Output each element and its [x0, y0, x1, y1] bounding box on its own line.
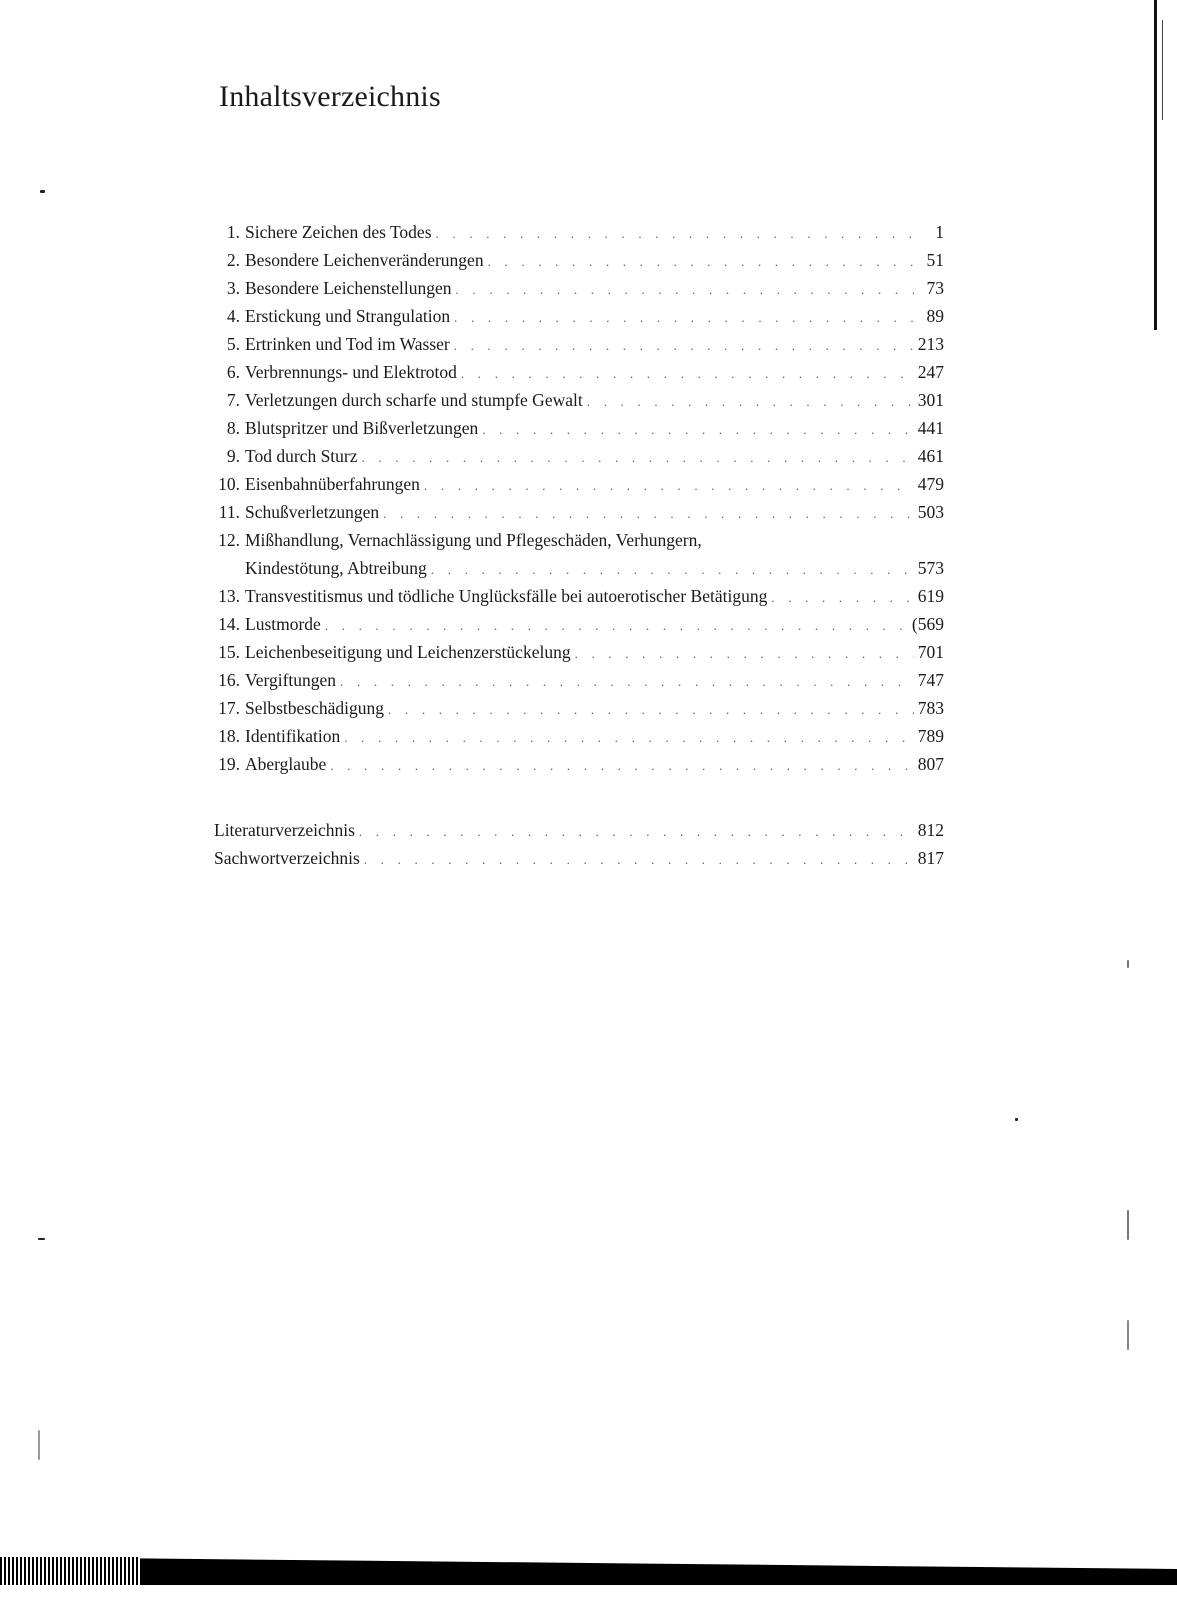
toc-entry-number: 1. — [226, 222, 240, 242]
toc-entry-title: Lustmorde — [245, 614, 321, 634]
scan-speck — [1015, 1118, 1018, 1121]
toc-entry-number: 5. — [226, 334, 240, 354]
toc-entry-14 — [214, 610, 944, 638]
toc-entry-title: Besondere Leichenveränderungen — [245, 250, 484, 270]
dot-leader — [482, 416, 913, 444]
scan-speck — [38, 1238, 45, 1240]
toc-entry-title: Besondere Leichenstellungen — [245, 278, 452, 298]
toc-entry-page: 503 — [917, 502, 944, 522]
scan-speck — [1127, 960, 1129, 968]
toc-entry-title: Sichere Zeichen des Todes — [245, 222, 432, 242]
toc-entry-8 — [214, 414, 944, 442]
toc-entry-number: 15. — [218, 642, 240, 662]
dot-leader — [575, 640, 914, 668]
toc-entry-page: 1 — [935, 222, 944, 242]
toc-entry-page: 51 — [926, 250, 944, 270]
dot-leader — [454, 304, 914, 332]
toc-entry-title-line1: Mißhandlung, Vernachlässigung und Pflegeschäden, Verhungern, — [245, 530, 702, 550]
toc-entry-number: 10. — [218, 474, 240, 494]
toc-entry-page: 461 — [917, 446, 944, 466]
toc-entry-number: 3. — [226, 278, 240, 298]
toc-entry-page: 619 — [917, 586, 944, 606]
toc-entry-title: Selbstbeschädigung — [245, 698, 385, 718]
toc-entry-title: Vergiftungen — [245, 670, 337, 690]
toc-appendix-sachwort — [214, 844, 944, 872]
scan-edge-shadow — [1154, 0, 1157, 330]
toc-entry-page: (569 — [911, 614, 944, 634]
toc-entry-page: 783 — [917, 698, 944, 718]
dot-leader — [456, 276, 914, 304]
dot-leader — [488, 248, 914, 276]
toc-entry-page: 441 — [917, 418, 944, 438]
table-of-contents — [214, 218, 944, 872]
toc-entry-page: 301 — [917, 390, 944, 410]
dot-leader — [359, 818, 914, 846]
toc-entry-page: 817 — [917, 848, 944, 868]
toc-entry-number: 19. — [218, 754, 240, 774]
toc-entry-number: 7. — [226, 390, 240, 410]
toc-entry-page: 213 — [917, 334, 944, 354]
page-title: Inhaltsverzeichnis — [219, 80, 441, 113]
toc-entry-number: 6. — [226, 362, 240, 382]
toc-entry-number: 16. — [218, 670, 240, 690]
toc-entry-page: 789 — [917, 726, 944, 746]
dot-leader — [424, 472, 914, 500]
scan-edge-line — [1162, 20, 1163, 120]
scan-speck — [40, 190, 45, 193]
dot-leader — [771, 584, 913, 612]
toc-entry-page: 89 — [926, 306, 944, 326]
toc-entry-title: Verbrennungs- und Elektrotod — [245, 362, 457, 382]
toc-entry-title: Ertrinken und Tod im Wasser — [245, 334, 450, 354]
dot-leader — [436, 220, 914, 248]
toc-entry-6 — [214, 358, 944, 386]
toc-entry-4 — [214, 302, 944, 330]
toc-entry-title: Sachwortverzeichnis — [214, 848, 360, 868]
dot-leader — [454, 332, 914, 360]
toc-entry-page: 573 — [917, 558, 944, 578]
toc-entry-9 — [214, 442, 944, 470]
dot-leader — [461, 360, 914, 388]
toc-entry-2 — [214, 246, 944, 274]
toc-entry-title: Tod durch Sturz — [245, 446, 358, 466]
toc-entry-7 — [214, 386, 944, 414]
toc-entry-title: Identifikation — [245, 726, 341, 746]
toc-entry-number: 11. — [218, 502, 240, 522]
toc-entry-page: 812 — [917, 820, 944, 840]
dot-leader — [431, 556, 914, 584]
toc-entry-number: 14. — [218, 614, 240, 634]
dot-leader — [388, 696, 914, 724]
toc-entry-10 — [214, 470, 944, 498]
toc-entry-5 — [214, 330, 944, 358]
toc-entry-page: 747 — [917, 670, 944, 690]
toc-entry-number: 9. — [226, 446, 240, 466]
scan-speck — [1127, 1210, 1129, 1240]
dot-leader — [344, 724, 913, 752]
dot-leader — [587, 388, 914, 416]
toc-entry-11 — [214, 498, 944, 526]
toc-entry-number: 4. — [226, 306, 240, 326]
scan-bottom-stripes — [0, 1557, 140, 1585]
toc-entry-title: Verletzungen durch scharfe und stumpfe Gewalt — [245, 390, 583, 410]
toc-entry-title: Literaturverzeichnis — [214, 820, 355, 840]
toc-entry-number: 13. — [218, 586, 240, 606]
scan-bottom-shadow — [0, 1545, 1177, 1585]
toc-entry-number: 2. — [226, 250, 240, 270]
toc-entry-15 — [214, 638, 944, 666]
toc-entry-page: 807 — [917, 754, 944, 774]
toc-entry-number: 17. — [218, 698, 240, 718]
section-gap — [214, 778, 944, 816]
toc-entry-title: Blutspritzer und Bißverletzungen — [245, 418, 479, 438]
toc-entry-1 — [214, 218, 944, 246]
toc-entry-title: Schußverletzungen — [245, 502, 380, 522]
dot-leader — [340, 668, 914, 696]
toc-entry-title: Leichenbeseitigung und Leichenzerstückelung — [245, 642, 571, 662]
toc-entry-number: 8. — [226, 418, 240, 438]
toc-entry-number: 12. — [218, 530, 240, 550]
scan-speck — [1127, 1320, 1129, 1350]
toc-entry-page: 701 — [917, 642, 944, 662]
toc-entry-page: 73 — [926, 278, 944, 298]
toc-entry-page: 247 — [917, 362, 944, 382]
toc-appendix-literatur — [214, 816, 944, 844]
dot-leader — [383, 500, 914, 528]
toc-entry-13 — [214, 582, 944, 610]
scan-speck — [38, 1430, 40, 1460]
dot-leader — [362, 444, 914, 472]
toc-entry-page: 479 — [917, 474, 944, 494]
toc-entry-title: Kindestötung, Abtreibung — [245, 558, 427, 578]
toc-entry-title: Eisenbahnüberfahrungen — [245, 474, 420, 494]
toc-entry-title: Aberglaube — [245, 754, 327, 774]
dot-leader — [364, 846, 914, 874]
dot-leader — [330, 752, 913, 780]
toc-entry-18 — [214, 722, 944, 750]
toc-entry-3 — [214, 274, 944, 302]
toc-entry-16 — [214, 666, 944, 694]
toc-entry-title: Transvestitismus und tödliche Unglücksfälle bei autoerotischer Betätigung — [245, 586, 768, 606]
toc-entry-title: Erstickung und Strangulation — [245, 306, 451, 326]
toc-entry-number: 18. — [218, 726, 240, 746]
toc-entry-12 — [214, 526, 944, 582]
dot-leader — [325, 612, 908, 640]
toc-entry-17 — [214, 694, 944, 722]
toc-entry-19 — [214, 750, 944, 778]
